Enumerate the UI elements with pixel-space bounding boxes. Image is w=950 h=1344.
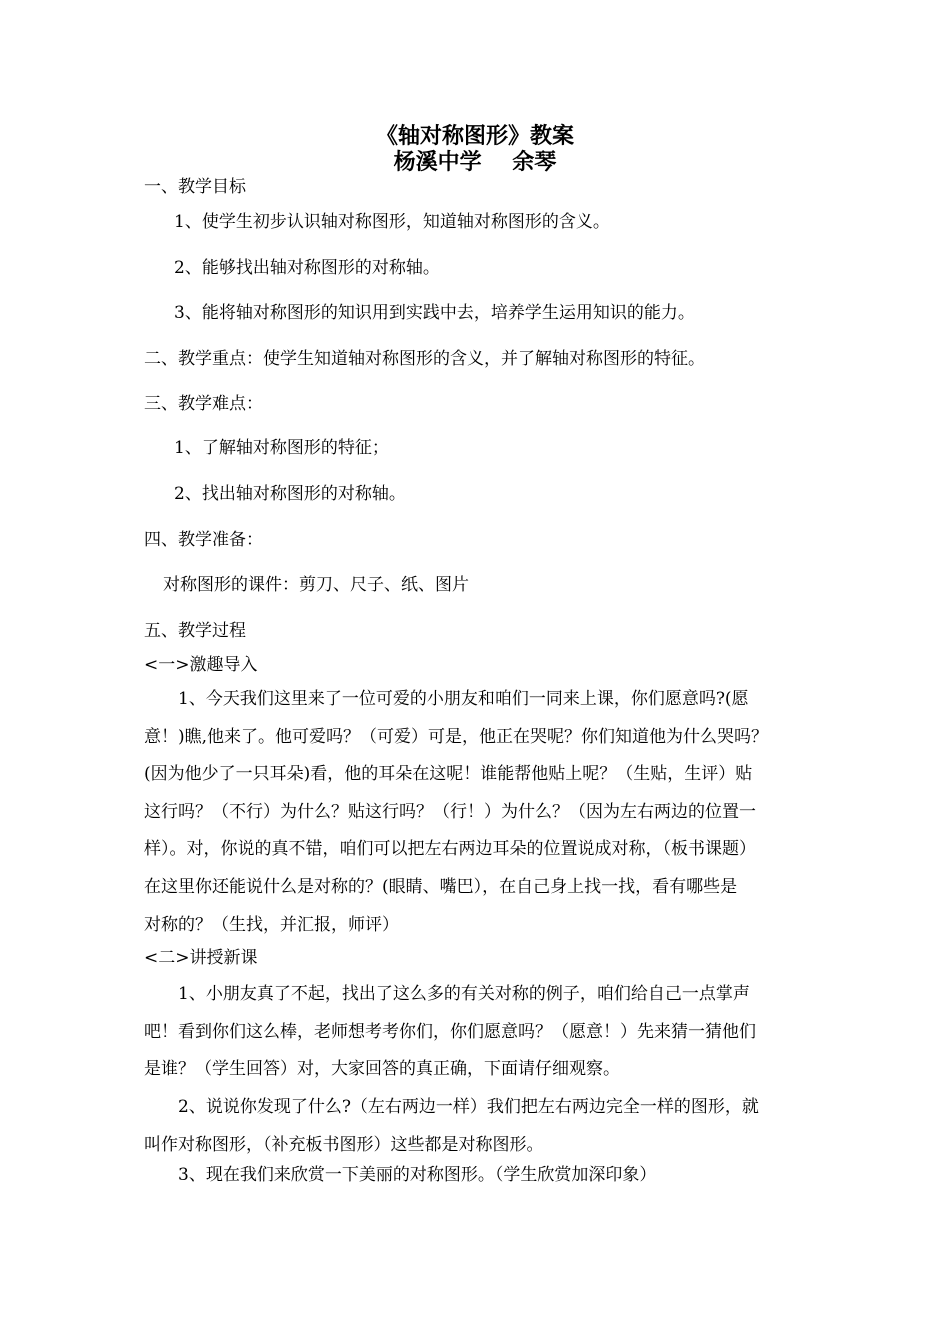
paragraph-line: 1、小朋友真了不起，找出了这么多的有关对称的例子，咱们给自己一点掌声 bbox=[178, 984, 750, 1004]
paragraph-line: 对称的？（生找，并汇报，师评） bbox=[144, 914, 399, 935]
difficulty-item-2: 2、找出轴对称图形的对称轴。 bbox=[174, 484, 406, 504]
section-5-heading: 五、教学过程 bbox=[144, 621, 246, 641]
paragraph-line: 样）。对，你说的真不错，咱们可以把左右两边耳朵的位置说成对称，（板书课题） bbox=[144, 839, 756, 860]
difficulty-item-1: 1、了解轴对称图形的特征； bbox=[174, 438, 389, 458]
paragraph-line: 意！)瞧,他来了。他可爱吗？（可爱）可是，他正在哭呢？你们知道他为什么哭吗？ bbox=[144, 726, 769, 747]
objective-item-1: 1、使学生初步认识轴对称图形，知道轴对称图形的含义。 bbox=[174, 212, 610, 232]
objective-item-3: 3、能将轴对称图形的知识用到实践中去，培养学生运用知识的能力。 bbox=[174, 303, 695, 323]
paragraph-line: 吧！看到你们这么棒，老师想考考你们，你们愿意吗？（愿意！）先来猜一猜他们 bbox=[144, 1021, 756, 1042]
paragraph-line: (因为他少了一只耳朵)看，他的耳朵在这呢！谁能帮他贴上呢？（生贴，生评）贴 bbox=[144, 764, 753, 785]
document-subtitle: 杨溪中学 余琴 bbox=[393, 150, 557, 175]
objective-item-2: 2、能够找出轴对称图形的对称轴。 bbox=[174, 258, 440, 278]
paragraph-line: 在这里你还能说什么是对称的？(眼睛、嘴巴），在自己身上找一找，看有哪些是 bbox=[144, 876, 738, 897]
paragraph-line: 这行吗？（不行）为什么？贴这行吗？（行！）为什么？（因为左右两边的位置一 bbox=[144, 801, 756, 822]
part-2-paragraph-2 bbox=[144, 1089, 816, 1164]
part-2-paragraph-1 bbox=[144, 976, 816, 1089]
document-title: 《轴对称图形》教案 bbox=[375, 124, 574, 149]
paragraph-line: 叫作对称图形，（补充板书图形）这些都是对称图形。 bbox=[144, 1134, 544, 1155]
section-2-heading: 二、教学重点：使学生知道轴对称图形的含义，并了解轴对称图形的特征。 bbox=[144, 349, 705, 369]
preparation-text: 对称图形的课件：剪刀、尺子、纸、图片 bbox=[163, 575, 469, 595]
part-1-heading: <一>激趣导入 bbox=[144, 655, 258, 675]
part-2-paragraph-3: 3、现在我们来欣赏一下美丽的对称图形。（学生欣赏加深印象） bbox=[178, 1165, 657, 1185]
section-1-heading: 一、教学目标 bbox=[144, 177, 246, 197]
paragraph-line: 2、说说你发现了什么?（左右两边一样）我们把左右两边完全一样的图形，就 bbox=[178, 1097, 759, 1117]
part-2-heading: <二>讲授新课 bbox=[144, 948, 258, 968]
paragraph-line: 是谁？（学生回答）对，大家回答的真正确，下面请仔细观察。 bbox=[144, 1059, 620, 1080]
paragraph-line: 1、今天我们这里来了一位可爱的小朋友和咱们一同来上课，你们愿意吗?(愿 bbox=[178, 689, 749, 709]
section-4-heading: 四、教学准备： bbox=[144, 530, 263, 550]
section-3-heading: 三、教学难点： bbox=[144, 394, 263, 414]
part-1-paragraph bbox=[144, 681, 816, 944]
